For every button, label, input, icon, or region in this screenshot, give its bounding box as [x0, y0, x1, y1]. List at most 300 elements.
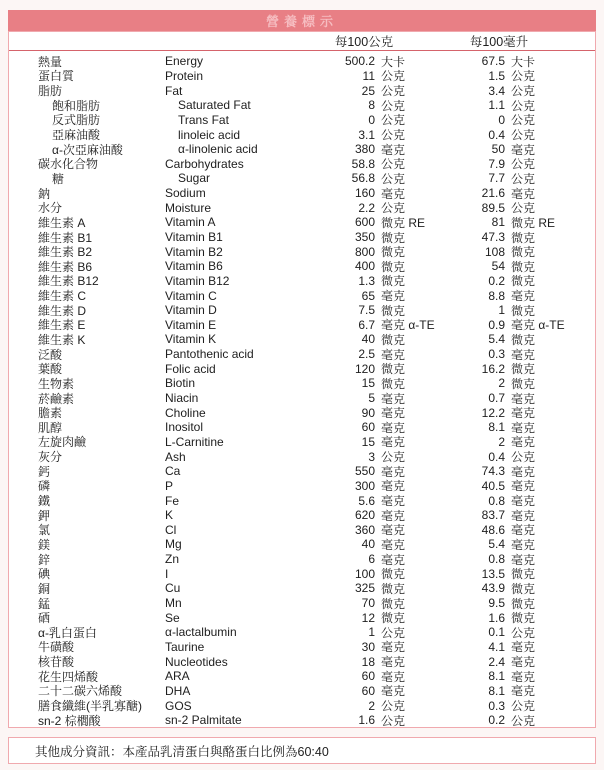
unit-per100g: 毫克 α-TE: [381, 318, 435, 333]
value-per100ml: 83.7: [481, 508, 505, 523]
value-per100g: 160: [354, 186, 375, 201]
nutrient-name-en: GOS: [165, 698, 192, 713]
value-per100g: 100: [354, 566, 375, 581]
unit-per100g: 微克: [381, 333, 406, 347]
table-row: [9, 142, 595, 157]
nutrient-name-en: α-lactalbumin: [165, 625, 237, 640]
table-row: [9, 244, 595, 259]
unit-per100g: 毫克: [381, 479, 406, 494]
column-header-per100g: 每100公克: [334, 35, 394, 49]
nutrient-name-zh: 左旋肉鹼: [38, 435, 87, 450]
nutrient-name-zh: 維生素 B12: [38, 274, 99, 289]
unit-per100ml: 公克: [511, 157, 536, 172]
nutrient-name-zh: 碘: [38, 567, 51, 582]
table-row: [9, 127, 595, 142]
table-row: [9, 625, 595, 640]
nutrient-name-en: ARA: [165, 669, 190, 684]
table-row: [9, 493, 595, 508]
unit-per100g: 微克: [381, 259, 406, 274]
nutrient-name-en: L-Carnitine: [165, 434, 224, 449]
unit-per100ml: 微克: [511, 581, 536, 596]
nutrient-name-zh: 花生四烯酸: [38, 669, 99, 684]
table-row: [9, 156, 595, 171]
value-per100ml: 8.1: [488, 420, 505, 435]
nutrient-name-en: Vitamin B12: [165, 273, 230, 288]
unit-per100g: 毫克: [381, 142, 406, 157]
unit-per100ml: 毫克: [511, 494, 536, 509]
nutrient-name-zh: 脂肪: [38, 84, 63, 99]
nutrient-name-zh: 維生素 D: [38, 303, 87, 318]
table-row: [9, 698, 595, 713]
value-per100g: 1.6: [358, 713, 375, 728]
nutrient-name-en: Mn: [165, 596, 182, 611]
value-per100g: 56.8: [351, 171, 375, 186]
table-row: [9, 581, 595, 596]
value-per100g: 40: [361, 537, 375, 552]
unit-per100g: 毫克: [381, 684, 406, 699]
unit-per100ml: 毫克: [511, 669, 536, 684]
nutrient-name-en: Ca: [165, 464, 181, 479]
table-row: [9, 303, 595, 318]
unit-per100ml: 微克: [511, 611, 536, 626]
unit-per100g: 微克: [381, 376, 406, 391]
value-per100g: 6.7: [358, 317, 375, 332]
table-row: [9, 54, 595, 69]
unit-per100ml: 公克: [511, 450, 536, 465]
unit-per100ml: 公克: [511, 84, 536, 99]
unit-per100g: 微克: [381, 611, 406, 626]
value-per100ml: 8.1: [488, 683, 505, 698]
table-row: [9, 318, 595, 333]
table-row: [9, 552, 595, 567]
unit-per100ml: 大卡: [511, 54, 536, 69]
value-per100g: 350: [354, 230, 375, 244]
value-per100g: 58.8: [351, 156, 375, 171]
nutrient-name-en: linoleic acid: [178, 127, 241, 142]
unit-per100g: 大卡: [381, 54, 406, 69]
unit-per100g: 毫克: [381, 537, 406, 552]
nutrient-name-en: Vitamin D: [165, 303, 217, 318]
value-per100ml: 4.1: [488, 639, 505, 654]
unit-per100ml: 毫克: [511, 684, 536, 699]
value-per100ml: 5.4: [488, 332, 505, 347]
value-per100g: 2: [368, 698, 375, 713]
nutrient-name-en: DHA: [165, 683, 191, 698]
value-per100ml: 89.5: [481, 200, 505, 215]
value-per100ml: 12.2: [481, 405, 505, 420]
unit-per100g: 毫克: [381, 494, 406, 509]
unit-per100g: 毫克: [381, 420, 406, 435]
value-per100ml: 0.4: [488, 449, 505, 464]
table-row: [9, 479, 595, 494]
nutrient-name-en: Sugar: [178, 171, 211, 186]
nutrient-name-zh: 維生素 B1: [38, 230, 93, 245]
value-per100ml: 9.5: [488, 596, 505, 611]
unit-per100g: 公克: [381, 98, 406, 113]
nutrient-name-en: Se: [165, 610, 180, 625]
nutrient-name-zh: 維生素 B6: [38, 259, 93, 274]
unit-per100g: 公克: [381, 128, 406, 143]
table-row: [9, 83, 595, 98]
unit-per100ml: 微克: [511, 362, 536, 377]
table-row: [9, 566, 595, 581]
unit-per100g: 毫克: [381, 435, 406, 450]
unit-per100ml: 微克: [511, 596, 536, 611]
table-row: [9, 288, 595, 303]
unit-per100g: 公克: [381, 84, 406, 99]
value-per100g: 70: [361, 596, 375, 611]
unit-per100ml: 毫克: [511, 479, 536, 494]
table-row: [9, 654, 595, 669]
value-per100ml: 0.4: [488, 127, 505, 142]
nutrient-name-en: Moisture: [165, 200, 212, 215]
nutrient-name-zh: α-次亞麻油酸: [52, 142, 123, 157]
value-per100ml: 0.8: [488, 552, 505, 567]
value-per100ml: 5.4: [488, 537, 505, 552]
nutrient-name-en: I: [165, 566, 169, 581]
value-per100g: 65: [361, 288, 375, 303]
value-per100ml: 3.4: [488, 83, 505, 98]
nutrient-name-en: Taurine: [165, 639, 205, 654]
unit-per100g: 毫克: [381, 347, 406, 362]
nutrient-name-zh: 灰分: [38, 450, 63, 465]
value-per100ml: 0.3: [488, 347, 505, 362]
unit-per100g: 公克: [381, 69, 406, 84]
table-row: [9, 537, 595, 552]
unit-per100ml: 公克: [511, 171, 536, 186]
value-per100ml: 2.4: [488, 654, 505, 669]
value-per100g: 500.2: [345, 54, 376, 69]
nutrient-name-zh: α-乳白蛋白: [38, 625, 97, 640]
nutrient-name-en: sn-2 Palmitate: [165, 713, 242, 728]
unit-per100g: 毫克: [381, 464, 406, 479]
value-per100g: 2.2: [358, 200, 375, 215]
table-row: [9, 523, 595, 538]
nutrient-name-zh: 氯: [38, 523, 51, 538]
nutrient-name-en: Energy: [165, 54, 204, 69]
unit-per100ml: 毫克: [511, 289, 536, 304]
unit-per100g: 毫克: [381, 391, 406, 406]
unit-per100ml: 毫克: [511, 186, 536, 201]
unit-per100ml: 毫克: [511, 640, 536, 655]
unit-per100g: 微克: [381, 245, 406, 260]
value-per100ml: 50: [491, 142, 505, 157]
nutrient-name-en: Trans Fat: [178, 112, 229, 127]
table-row: [9, 186, 595, 201]
nutrient-name-zh: 磷: [38, 479, 51, 494]
table-row: [9, 508, 595, 523]
nutrient-name-en: α-linolenic acid: [178, 142, 258, 157]
unit-per100ml: 微克: [511, 245, 536, 260]
nutrient-name-zh: 碳水化合物: [38, 157, 99, 172]
unit-per100g: 公克: [381, 450, 406, 465]
nutrient-name-zh: 維生素 E: [38, 318, 86, 333]
value-per100ml: 7.9: [488, 156, 505, 171]
value-per100g: 1.3: [358, 273, 375, 288]
nutrition-label-banner: [8, 10, 596, 31]
unit-per100ml: 公克: [511, 713, 536, 728]
value-per100ml: 8.8: [488, 288, 505, 303]
value-per100g: 620: [354, 508, 375, 523]
unit-per100g: 公克: [381, 171, 406, 186]
value-per100g: 380: [354, 142, 375, 157]
unit-per100ml: 毫克: [511, 391, 536, 406]
column-header-per100ml: 每100毫升: [469, 35, 529, 49]
value-per100g: 2.5: [358, 347, 375, 362]
unit-per100g: 微克: [381, 581, 406, 596]
nutrient-name-en: Vitamin K: [165, 332, 217, 347]
value-per100ml: 108: [484, 244, 505, 259]
table-row: [9, 669, 595, 684]
table-row: [9, 376, 595, 391]
nutrient-name-zh: 維生素 A: [38, 215, 86, 230]
value-per100ml: 2: [498, 376, 505, 391]
unit-per100g: 公克: [381, 157, 406, 172]
nutrient-name-en: Folic acid: [165, 361, 216, 376]
nutrient-name-en: Saturated Fat: [178, 98, 251, 113]
table-row: [9, 391, 595, 406]
nutrient-name-zh: 錳: [38, 596, 51, 611]
unit-per100ml: 毫克: [511, 406, 536, 421]
value-per100ml: 47.3: [481, 230, 505, 244]
nutrient-name-zh: 鉀: [38, 508, 51, 523]
nutrient-name-zh: 維生素 K: [38, 333, 86, 347]
unit-per100g: 微克: [381, 362, 406, 377]
unit-per100ml: 毫克: [511, 435, 536, 450]
nutrient-name-zh: 飽和脂肪: [52, 98, 101, 113]
nutrient-name-en: Carbohydrates: [165, 156, 244, 171]
table-row: [9, 69, 595, 84]
value-per100ml: 8.1: [488, 669, 505, 684]
table-row: [9, 449, 595, 464]
nutrient-name-zh: 鈣: [38, 464, 51, 479]
value-per100g: 18: [361, 654, 375, 669]
table-row: [9, 435, 595, 450]
nutrient-name-en: Inositol: [165, 420, 204, 435]
value-per100ml: 0.1: [488, 625, 505, 640]
value-per100g: 8: [368, 98, 375, 113]
table-row: [9, 420, 595, 435]
value-per100g: 120: [354, 361, 375, 376]
value-per100ml: 81: [491, 215, 505, 230]
value-per100g: 3.1: [358, 127, 375, 142]
table-row: [9, 361, 595, 376]
unit-per100ml: 公克: [511, 699, 536, 714]
unit-per100g: 微克: [381, 230, 406, 245]
value-per100ml: 67.5: [481, 54, 505, 69]
nutrient-name-zh: 二十二碳六烯酸: [38, 684, 123, 699]
value-per100ml: 54: [491, 259, 505, 274]
unit-per100ml: 毫克: [511, 655, 536, 670]
unit-per100g: 毫克: [381, 640, 406, 655]
unit-per100g: 毫克: [381, 508, 406, 523]
unit-per100g: 公克: [381, 201, 406, 216]
value-per100g: 15: [361, 376, 375, 391]
value-per100ml: 0.9: [488, 317, 505, 332]
value-per100g: 1: [368, 625, 375, 640]
nutrient-name-en: P: [165, 478, 174, 493]
nutrient-name-en: Biotin: [165, 376, 196, 391]
value-per100ml: 1.6: [488, 610, 505, 625]
unit-per100ml: 微克: [511, 303, 536, 318]
unit-per100ml: 微克: [511, 259, 536, 274]
nutrient-name-en: K: [165, 508, 174, 523]
value-per100g: 5: [368, 391, 375, 406]
value-per100g: 600: [354, 215, 375, 230]
unit-per100g: 公克: [381, 699, 406, 714]
value-per100g: 11: [362, 68, 375, 83]
unit-per100ml: 微克: [511, 333, 536, 347]
value-per100g: 12: [361, 610, 375, 625]
value-per100ml: 2: [498, 434, 505, 449]
unit-per100g: 毫克: [381, 186, 406, 201]
nutrient-name-en: Vitamin B6: [165, 259, 223, 274]
value-per100g: 90: [361, 405, 375, 420]
nutrient-name-zh: 蛋白質: [38, 69, 75, 84]
table-row: [9, 713, 595, 728]
unit-per100ml: 公克: [511, 113, 536, 128]
value-per100g: 25: [361, 83, 375, 98]
value-per100ml: 13.5: [481, 566, 505, 581]
nutrient-name-en: Vitamin E: [165, 317, 217, 332]
value-per100g: 60: [361, 683, 375, 698]
value-per100g: 325: [354, 581, 375, 596]
unit-per100g: 微克: [381, 303, 406, 318]
table-row: [9, 200, 595, 215]
nutrient-name-en: Mg: [165, 537, 182, 552]
nutrient-name-zh: 糖: [52, 171, 65, 186]
table-rows: [9, 51, 595, 727]
unit-per100g: 微克: [381, 567, 406, 582]
nutrient-name-zh: 反式脂肪: [52, 113, 101, 128]
value-per100g: 360: [354, 522, 375, 537]
unit-per100ml: 毫克: [511, 347, 536, 362]
nutrient-name-en: Vitamin C: [165, 288, 217, 303]
table-row: [9, 230, 595, 245]
value-per100g: 40: [361, 332, 375, 347]
unit-per100g: 毫克: [381, 289, 406, 304]
unit-per100ml: 毫克: [511, 464, 536, 479]
value-per100g: 60: [361, 669, 375, 684]
table-row: [9, 596, 595, 611]
unit-per100ml: 微克: [511, 230, 536, 245]
other-info-text: 其他成分資訊：本產品乳清蛋白與酪蛋白比例為60:40: [35, 744, 329, 759]
nutrient-name-zh: 泛酸: [38, 347, 63, 362]
unit-per100ml: 公克: [511, 201, 536, 216]
unit-per100g: 微克 RE: [381, 215, 426, 230]
value-per100g: 0: [368, 112, 375, 127]
unit-per100ml: 毫克: [511, 523, 536, 538]
nutrition-table: [8, 31, 596, 728]
unit-per100ml: 毫克 α-TE: [511, 318, 565, 333]
nutrient-name-en: Protein: [165, 68, 204, 83]
value-per100g: 60: [361, 420, 375, 435]
unit-per100g: 毫克: [381, 552, 406, 567]
table-row: [9, 113, 595, 128]
unit-per100ml: 公克: [511, 128, 536, 143]
value-per100ml: 0.2: [488, 713, 505, 728]
unit-per100ml: 微克 RE: [511, 215, 556, 230]
unit-per100g: 毫克: [381, 406, 406, 421]
value-per100ml: 0.7: [488, 391, 505, 406]
table-row: [9, 610, 595, 625]
table-row: [9, 347, 595, 362]
value-per100g: 6: [368, 552, 375, 567]
nutrient-name-zh: 核苷酸: [38, 655, 75, 670]
nutrient-name-en: Vitamin B2: [165, 244, 223, 259]
unit-per100g: 毫克: [381, 523, 406, 538]
page-title: 營養標示: [265, 14, 338, 29]
unit-per100g: 公克: [381, 625, 406, 640]
table-row: [9, 684, 595, 699]
nutrient-name-en: Zn: [165, 552, 180, 567]
nutrient-name-zh: 水分: [38, 201, 63, 216]
value-per100g: 800: [354, 244, 375, 259]
unit-per100ml: 毫克: [511, 420, 536, 435]
value-per100ml: 21.6: [481, 186, 505, 201]
table-row: [9, 464, 595, 479]
nutrient-name-en: Fe: [165, 493, 180, 508]
table-row: [9, 274, 595, 289]
unit-per100ml: 毫克: [511, 552, 536, 567]
nutrient-name-zh: 維生素 C: [38, 289, 87, 304]
nutrient-name-zh: 菸鹼素: [38, 391, 75, 406]
nutrient-name-en: Sodium: [165, 186, 206, 201]
value-per100g: 400: [354, 259, 375, 274]
value-per100ml: 0.3: [488, 698, 505, 713]
unit-per100ml: 毫克: [511, 508, 536, 523]
value-per100g: 550: [354, 464, 375, 479]
nutrient-name-zh: 肌醇: [38, 420, 63, 435]
other-info-box: [8, 737, 596, 764]
nutrient-name-zh: 葉酸: [38, 362, 63, 377]
value-per100ml: 74.3: [481, 464, 505, 479]
unit-per100ml: 微克: [511, 376, 536, 391]
value-per100ml: 48.6: [481, 522, 505, 537]
nutrient-name-en: Cu: [165, 581, 181, 596]
nutrient-name-en: Niacin: [165, 391, 199, 406]
table-row: [9, 332, 595, 347]
nutrient-name-zh: 膽素: [38, 406, 63, 421]
nutrient-name-en: Ash: [165, 449, 186, 464]
table-row: [9, 215, 595, 230]
unit-per100g: 毫克: [381, 669, 406, 684]
unit-per100g: 公克: [381, 713, 406, 728]
nutrient-name-zh: 鎂: [38, 537, 51, 552]
value-per100ml: 16.2: [481, 361, 505, 376]
value-per100g: 30: [361, 639, 375, 654]
table-row: [9, 259, 595, 274]
table-row: [9, 98, 595, 113]
value-per100ml: 43.9: [481, 581, 505, 596]
unit-per100ml: 公克: [511, 98, 536, 113]
nutrient-name-zh: 膳食纖維(半乳寡醣): [38, 699, 142, 714]
nutrient-name-zh: 硒: [38, 611, 51, 626]
table-row: [9, 640, 595, 655]
value-per100ml: 1.5: [488, 68, 505, 83]
unit-per100g: 微克: [381, 274, 406, 289]
nutrient-name-zh: 維生素 B2: [38, 245, 93, 260]
value-per100ml: 1: [498, 303, 505, 318]
nutrient-name-en: Vitamin A: [165, 215, 216, 230]
table-row: [9, 171, 595, 186]
unit-per100g: 微克: [381, 596, 406, 611]
unit-per100ml: 微克: [511, 274, 536, 289]
value-per100g: 3: [368, 449, 375, 464]
value-per100ml: 7.7: [488, 171, 505, 186]
unit-per100ml: 公克: [511, 69, 536, 84]
value-per100ml: 40.5: [481, 478, 505, 493]
